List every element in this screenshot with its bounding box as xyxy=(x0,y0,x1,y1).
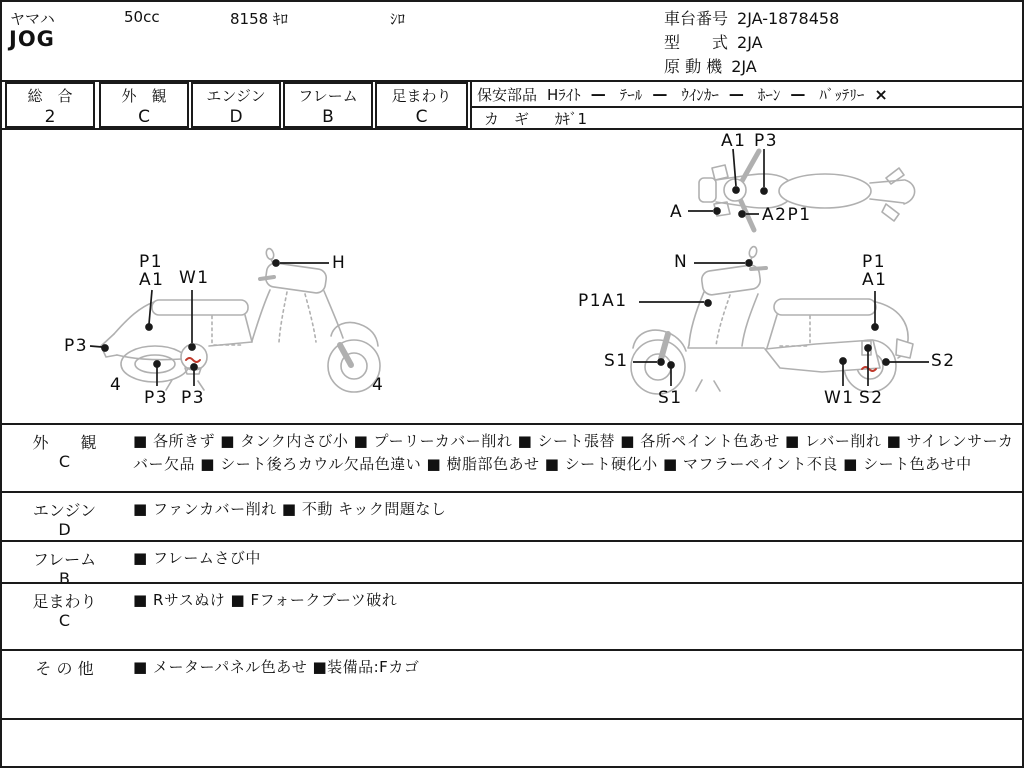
grade-value: D xyxy=(229,107,243,127)
red-damage-marks xyxy=(186,358,876,371)
grade-label: フレーム xyxy=(298,87,358,105)
mileage: 8158 ｷﾛ xyxy=(230,10,288,28)
point-label-s1-wheel: S1 xyxy=(604,351,629,371)
section-label: フレーム xyxy=(32,550,97,569)
point-label-n-right: N xyxy=(674,252,689,272)
engine-code-value: 2JA xyxy=(731,57,757,76)
point-label-a-top: A xyxy=(670,202,684,222)
section-label: そ の 他 xyxy=(35,659,94,678)
point-label-w1-left: W1 xyxy=(179,268,210,288)
point-label-a2p1-top: A2P1 xyxy=(762,205,812,225)
model-code-value: 2JA xyxy=(737,33,763,52)
point-label-p3-tail: P3 xyxy=(64,336,89,356)
section-label: 外 観 xyxy=(32,433,97,452)
section-grade: B xyxy=(59,569,70,588)
model-name: JOG xyxy=(9,27,55,51)
safety-parts-section xyxy=(470,82,1022,128)
grade-label: 総 合 xyxy=(27,87,73,105)
point-label-p3-case: P3 xyxy=(181,388,206,408)
section-comments: ■ ファンカバー削れ ■ 不動 キック問題なし xyxy=(133,500,447,518)
grade-box-frame xyxy=(283,82,373,128)
section-comments: ■ 各所きず ■ タンク内さび小 ■ プーリーカバー削れ ■ シート張替 ■ 各所ペイント色あせ ■ レバー削れ ■ サイレンサーカバー欠品 ■ シート後ろカウル欠品色違い ■ 樹脂部色あせ ■ シート硬化小 ■ マフラーペイント不良 ■ シート色あせ中 xyxy=(133,432,1014,473)
vehicle-id-block xyxy=(664,7,839,79)
grade-label: 足まわり xyxy=(391,87,452,105)
empty-footer-row xyxy=(2,718,1022,766)
grade-label: 外 観 xyxy=(121,87,167,105)
engine-code-label: 原 動 機 xyxy=(664,57,723,76)
safety-item-battery: ﾊﾞｯﾃﾘｰ × xyxy=(819,84,888,104)
point-label-p1-right: P1 xyxy=(862,252,887,272)
damage-diagram xyxy=(2,128,1022,423)
tread-depth-rear: 4 xyxy=(110,375,123,395)
key-label: カ ギ xyxy=(484,109,530,128)
grade-box-engine xyxy=(191,82,281,128)
point-label-a1-right: A1 xyxy=(862,270,888,290)
maker-name: ヤマハ xyxy=(10,10,55,28)
safety-item-tail: ﾃｰﾙ — xyxy=(619,85,668,104)
engine-code-row xyxy=(664,55,839,79)
grade-box-undercarriage xyxy=(375,82,468,128)
section-engine xyxy=(2,491,1022,540)
point-label-p1a1-right: P1A1 xyxy=(578,291,628,311)
safety-parts-title: 保安部品 xyxy=(477,85,538,104)
body-color: ｼﾛ xyxy=(390,10,406,28)
section-undercarriage xyxy=(2,582,1022,649)
tread-depth-front: 4 xyxy=(372,375,385,395)
section-exterior xyxy=(2,423,1022,491)
point-label-s1-fork: S1 xyxy=(658,388,683,408)
key-row xyxy=(472,108,1022,128)
displacement: 50cc xyxy=(124,8,160,26)
safety-item-headlight: Hﾗｲﾄ — xyxy=(547,85,606,104)
grade-value: C xyxy=(138,107,150,127)
point-label-w1-right: W1 xyxy=(824,388,855,408)
grade-label: エンジン xyxy=(206,87,266,105)
grade-value: 2 xyxy=(44,107,56,127)
grade-value: C xyxy=(415,107,428,127)
ratings-row xyxy=(2,80,1022,130)
section-frame xyxy=(2,540,1022,588)
safety-parts-row xyxy=(472,82,1022,108)
point-label-h-left: H xyxy=(332,253,347,273)
section-comments: ■ フレームさび中 xyxy=(133,549,261,567)
safety-item-horn: ﾎｰﾝ — xyxy=(757,85,806,104)
chassis-number-row xyxy=(664,7,839,31)
section-comments: ■ メーターパネル色あせ ■装備品:Fカゴ xyxy=(133,658,420,676)
grade-box-exterior xyxy=(99,82,189,128)
key-count: ｶｷﾞ1 xyxy=(555,109,588,128)
grade-box-overall xyxy=(5,82,95,128)
point-label-p3-top: P3 xyxy=(754,131,779,151)
model-code-row xyxy=(664,31,839,55)
section-other xyxy=(2,649,1022,718)
section-label: 足まわり xyxy=(32,592,97,611)
section-grade: C xyxy=(58,452,71,471)
battery-ng-mark: × xyxy=(874,84,888,104)
model-code-label: 型 式 xyxy=(664,33,729,52)
point-label-a1-top: A1 xyxy=(721,131,747,151)
section-comments: ■ Rサスぬけ ■ Fフォークブーツ破れ xyxy=(133,591,398,609)
section-grade: C xyxy=(58,611,71,630)
chassis-number-value: 2JA-1878458 xyxy=(737,9,840,28)
point-label-s2-shock: S2 xyxy=(859,388,884,408)
safety-item-winker: ｳｲﾝｶｰ — xyxy=(681,85,744,104)
section-grade: D xyxy=(58,520,71,539)
point-label-a1-left: A1 xyxy=(139,270,165,290)
section-label: エンジン xyxy=(32,501,97,520)
point-label-p1-left: P1 xyxy=(139,252,164,272)
grade-value: B xyxy=(322,107,334,127)
chassis-number-label: 車台番号 xyxy=(664,9,729,28)
point-label-p3-wheel: P3 xyxy=(144,388,169,408)
point-label-s2-wheel: S2 xyxy=(931,351,956,371)
